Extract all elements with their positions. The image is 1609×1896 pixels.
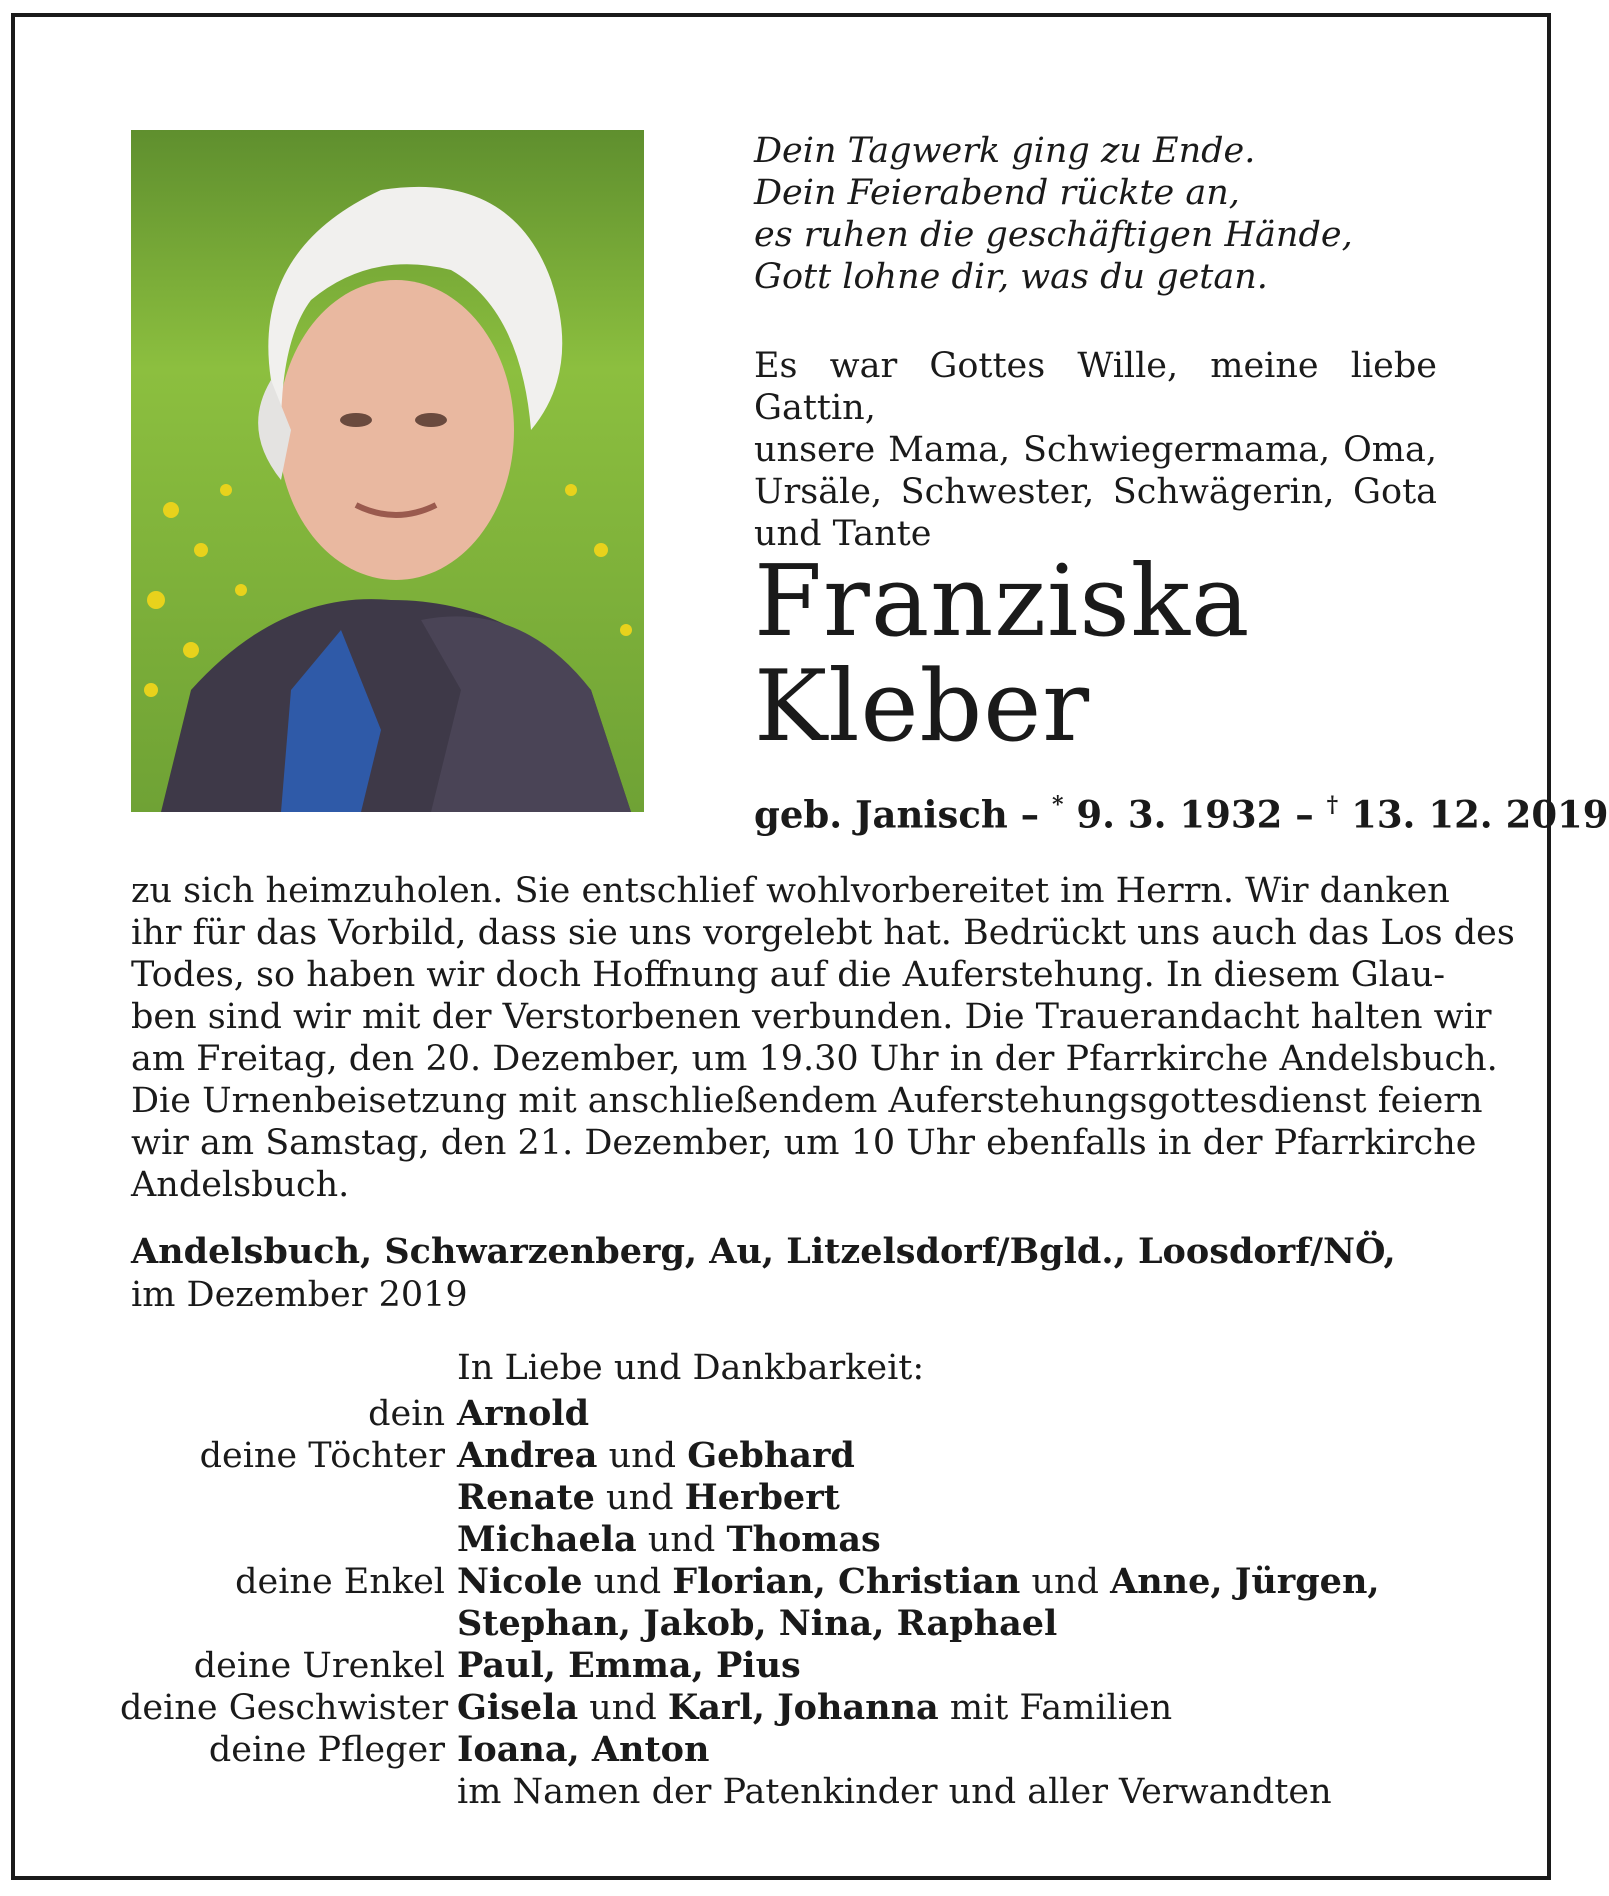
- family-names: [457, 1435, 855, 1477]
- family-name: Ioana, Anton: [457, 1729, 710, 1770]
- family-relation: deine Urenkel: [193, 1646, 445, 1686]
- family-connector: und: [582, 1562, 673, 1602]
- family-names: [457, 1393, 589, 1435]
- family-names: [457, 1645, 801, 1687]
- life-dates: [754, 786, 1609, 835]
- body-text: [131, 870, 1515, 1206]
- family-name: Andrea: [457, 1435, 598, 1476]
- family-connector: und: [597, 1436, 688, 1476]
- dateline: im Dezember 2019: [131, 1275, 468, 1315]
- family-row: [120, 1771, 1380, 1813]
- thanks-heading: In Liebe und Dankbarkeit:: [457, 1348, 925, 1388]
- intro-text: [754, 345, 1437, 555]
- family-names: [457, 1561, 1380, 1603]
- family-names: [457, 1771, 1332, 1813]
- family-names: [457, 1603, 1057, 1645]
- family-name: Anne, Jürgen,: [1110, 1561, 1380, 1602]
- family-names: [457, 1729, 709, 1771]
- family-name: Stephan, Jakob, Nina, Raphael: [457, 1603, 1058, 1644]
- family-name: Arnold: [457, 1393, 590, 1434]
- family-row: [120, 1477, 1380, 1519]
- family-connector: und: [636, 1520, 727, 1560]
- intro-line: unsere Mama, Schwiegermama, Oma,: [754, 430, 1437, 470]
- family-name: Paul, Emma, Pius: [457, 1645, 801, 1686]
- body-line: zu sich heimzuholen. Sie entschlief wohlvorbereitet im Herrn. Wir danken: [131, 871, 1450, 911]
- poem-line: Dein Tagwerk ging zu Ende.: [754, 131, 1256, 171]
- portrait-photo: [131, 130, 644, 812]
- family-relation: [120, 1603, 457, 1645]
- body-line: ben sind wir mit der Verstorbenen verbunden. Die Trauerandacht halten wir: [131, 997, 1492, 1037]
- intro-line: und Tante: [754, 514, 932, 554]
- family-names: [457, 1519, 881, 1561]
- death-symbol: †: [1326, 792, 1339, 818]
- family-row: [120, 1561, 1380, 1603]
- family-name: Karl, Johanna: [667, 1687, 939, 1728]
- family-name: Nicole: [457, 1561, 583, 1602]
- family-relation: deine Geschwister: [120, 1688, 449, 1728]
- family-relation: [120, 1477, 457, 1519]
- family-name: Michaela: [457, 1519, 637, 1560]
- body-line: am Freitag, den 20. Dezember, um 19.30 Uhr in der Pfarrkirche Andelsbuch.: [131, 1039, 1498, 1079]
- family-row: [120, 1519, 1380, 1561]
- family-name: Herbert: [684, 1477, 840, 1518]
- last-name: Kleber: [754, 650, 1091, 764]
- body-line: Todes, so haben wir doch Hoffnung auf die Auferstehung. In diesem Glau-: [131, 955, 1446, 995]
- family-row: [120, 1729, 1380, 1771]
- family-name: Florian, Christian: [672, 1561, 1021, 1602]
- family-row: [120, 1435, 1380, 1477]
- body-line: ihr für das Vorbild, dass sie uns vorgelebt hat. Bedrückt uns auch das Los des: [131, 913, 1515, 953]
- family-name: Gisela: [457, 1687, 579, 1728]
- family-names: [457, 1687, 1172, 1729]
- family-connector: und: [594, 1478, 685, 1518]
- death-date: 13. 12. 2019: [1338, 792, 1609, 837]
- places: Andelsbuch, Schwarzenberg, Au, Litzelsdorf/Bgld., Loosdorf/NÖ,: [131, 1231, 1396, 1272]
- intro-line: Es war Gottes Wille, meine liebe Gattin,: [754, 346, 1437, 428]
- family-row: [120, 1687, 1380, 1729]
- family-relation: deine Töchter: [199, 1436, 445, 1476]
- body-line: Andelsbuch.: [131, 1165, 350, 1205]
- poem-line: es ruhen die geschäftigen Hände,: [754, 215, 1353, 255]
- family-list: [120, 1393, 1380, 1813]
- family-connector: mit Familien: [938, 1688, 1173, 1728]
- family-row: [120, 1645, 1380, 1687]
- family-connector: und: [1020, 1562, 1111, 1602]
- poem-line: Dein Feierabend rückte an,: [754, 173, 1240, 213]
- family-relation: dein: [368, 1394, 445, 1434]
- body-line: wir am Samstag, den 21. Dezember, um 10 Uhr ebenfalls in der Pfarrkirche: [131, 1123, 1477, 1163]
- deceased-name: [754, 545, 1251, 764]
- family-name: Gebhard: [687, 1435, 855, 1476]
- birth-date: 9. 3. 1932 –: [1063, 792, 1327, 837]
- family-name: Thomas: [726, 1519, 881, 1560]
- family-relation: deine Pfleger: [208, 1730, 445, 1770]
- first-name: Franziska: [754, 545, 1251, 659]
- poem-line: Gott lohne dir, was du getan.: [754, 257, 1268, 297]
- birth-symbol: *: [1052, 792, 1064, 818]
- family-row: [120, 1393, 1380, 1435]
- intro-line: Ursäle, Schwester, Schwägerin, Gota: [754, 472, 1437, 512]
- family-connector: und: [578, 1688, 668, 1728]
- family-names: [457, 1477, 840, 1519]
- family-row: [120, 1603, 1380, 1645]
- family-relation: [120, 1771, 457, 1813]
- family-relation: [120, 1519, 457, 1561]
- poem: [754, 130, 1454, 298]
- family-connector: im Namen der Patenkinder und aller Verwandten: [457, 1772, 1332, 1812]
- family-relation: deine Enkel: [235, 1562, 445, 1602]
- born-prefix: geb. Janisch –: [754, 792, 1053, 837]
- family-name: Renate: [457, 1477, 595, 1518]
- body-line: Die Urnenbeisetzung mit anschließendem Auferstehungsgottesdienst feiern: [131, 1081, 1483, 1121]
